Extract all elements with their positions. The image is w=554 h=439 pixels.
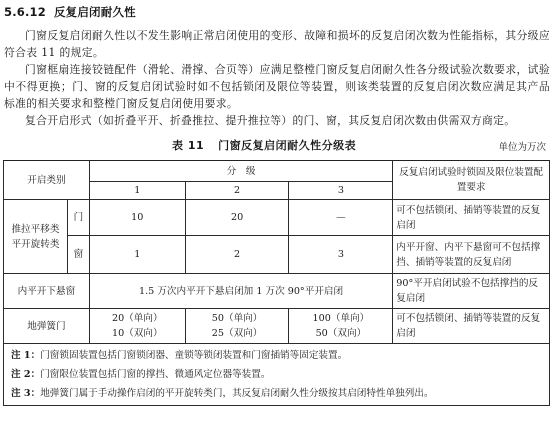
window-requirement: 内平开窗、内平下悬窗可不包括撑挡、插销等装置的反复启闭 xyxy=(393,236,550,274)
tilt-turn-requirement: 90°平开启闭试验不包括撑挡的反复启闭 xyxy=(393,274,550,309)
spring-grade-2 xyxy=(185,309,289,344)
tilt-turn-value: 1.5 万次内平开下悬启闭加 1 万次 90°平开启闭 xyxy=(89,274,392,309)
spring-grade-3 xyxy=(289,309,393,344)
table-number: 表 11 xyxy=(172,139,205,152)
spring-grade-2-single: 50（单向） xyxy=(211,313,263,324)
table-row xyxy=(4,236,550,274)
spring-grade-3-single: 100（单向） xyxy=(312,313,370,324)
spring-grade-1-double: 10（双向） xyxy=(111,328,163,339)
table-caption xyxy=(172,137,356,153)
note-3: 注 3：地弹簧门属于手动操作启闭的平开旋转类门，其反复启闭耐久性分级按其启闭特性单独列出。 xyxy=(11,388,434,399)
section-number: 5.6.12 xyxy=(4,5,46,19)
notes-row xyxy=(4,344,550,406)
window-grade-1: 1 xyxy=(89,236,185,274)
spring-grade-1 xyxy=(89,309,185,344)
spring-door-requirement: 可不包括锁闭、插销等装置的反复启闭 xyxy=(393,309,550,344)
header-grade-3: 3 xyxy=(289,182,393,200)
door-grade-3: — xyxy=(289,200,393,236)
spring-grade-2-double: 25（双向） xyxy=(211,328,263,339)
spring-grade-3-double: 50（双向） xyxy=(315,328,367,339)
door-label: 门 xyxy=(67,200,89,236)
door-requirement: 可不包括锁闭、插销等装置的反复启闭 xyxy=(393,200,550,236)
table-row xyxy=(4,274,550,309)
tilt-turn-label: 内平开下悬窗 xyxy=(4,274,90,309)
paragraph-3: 复合开启形式（如折叠平开、折叠推拉、提升推拉等）的门、窗，其反复启闭次数由供需双方商定。 xyxy=(25,114,516,127)
header-grade-1: 1 xyxy=(89,182,185,200)
table-title: 门窗反复启闭耐久性分级表 xyxy=(218,139,357,152)
paragraph-1: 门窗反复启闭耐久性以不发生影响正常启闭使用的变形、故障和损坏的反复启闭次数为性能指标，其分级应符合表 11 的规定。 xyxy=(4,29,550,59)
table-unit: 单位为万次 xyxy=(498,142,546,153)
section-heading xyxy=(4,4,136,20)
section-title: 反复启闭耐久性 xyxy=(53,5,136,19)
window-label: 窗 xyxy=(67,236,89,274)
header-category: 开启类别 xyxy=(4,161,90,200)
table-notes xyxy=(4,344,550,406)
sliding-swing-category: 推拉平移类 平开旋转类 xyxy=(4,200,68,274)
spring-grade-1-single: 20（单向） xyxy=(111,313,163,324)
table-row xyxy=(4,200,550,236)
table-row xyxy=(4,309,550,344)
durability-grade-table xyxy=(3,160,550,406)
paragraph-2: 门窗框扇连接铰链配件（滑轮、滑撑、合页等）应满足整樘门窗反复启闭耐久性各分级试验次数要求，试验中不得更换；门、窗的反复启闭试验时如不包括锁闭及限位等装置，则该类装置的反复启闭次数应满足其产品标准的相关要求和整樘门窗反复启闭使用要求。 xyxy=(4,63,550,110)
header-grade-2: 2 xyxy=(185,182,289,200)
header-grade: 分 级 xyxy=(89,161,392,182)
note-2: 注 2：门窗限位装置包括门窗的撑挡、微通风定位器等装置。 xyxy=(11,369,271,380)
note-1: 注 1：门窗锁固装置包括门窗锁闭器、童锁等锁闭装置和门窗插销等固定装置。 xyxy=(11,350,348,361)
door-grade-2: 20 xyxy=(185,200,289,236)
window-grade-2: 2 xyxy=(185,236,289,274)
header-requirement: 反复启闭试验时锁固及限位装置配置要求 xyxy=(393,161,550,200)
door-grade-1: 10 xyxy=(89,200,185,236)
spring-door-label: 地弹簧门 xyxy=(4,309,90,344)
window-grade-3: 3 xyxy=(289,236,393,274)
